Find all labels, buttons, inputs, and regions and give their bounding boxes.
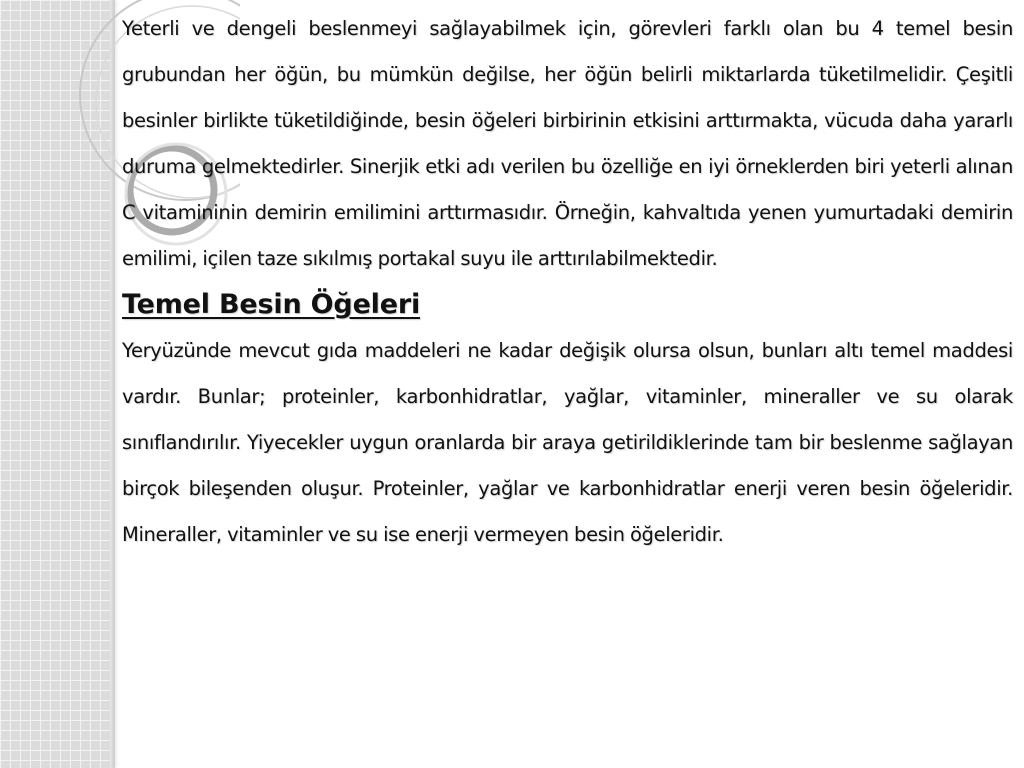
section-heading: Temel Besin Öğeleri [122,289,421,320]
body-paragraph: Yeryüzünde mevcut gıda maddeleri ne kadar değişik olursa olsun, bunları altı temel maddesi vardır. Bunlar; proteinler, karbonhidratlar, yağlar, vitaminler, mineraller ve su olarak sınıflandırılır. Yiyecekler uygun oranlarda bir araya getirildiklerinde tam bir beslenme sağlayan birçok bileşenden oluşur. Proteinler, yağlar ve karbonhidratlar enerji veren besin öğeleridir. Mineraller, vitaminler ve su ise enerji vermeyen besin öğeleridir. [122,339,1013,546]
side-grid-panel [0,0,115,768]
intro-paragraph: Yeterli ve dengeli beslenmeyi sağlayabilmek için, görevleri farklı olan bu 4 temel besin grubundan her öğün, bu mümkün değilse, her öğün belirli miktarlarda tüketilmelidir. Çeşitli besinler birlikte tüketildiğinde, besin öğeleri birbirinin etkisini arttırmakta, vücuda daha yararlı duruma gelmektedirler. Sinerjik etki adı verilen bu özelliğe en iyi örneklerden biri yeterli alınan C vitamininin demirin emilimini arttırmasıdır. Örneğin, kahvaltıda yenen yumurtadaki demirin emilimi, içilen taze sıkılmış portakal suyu ile arttırılabilmektedir. [122,17,1013,270]
slide-content [122,6,1013,558]
